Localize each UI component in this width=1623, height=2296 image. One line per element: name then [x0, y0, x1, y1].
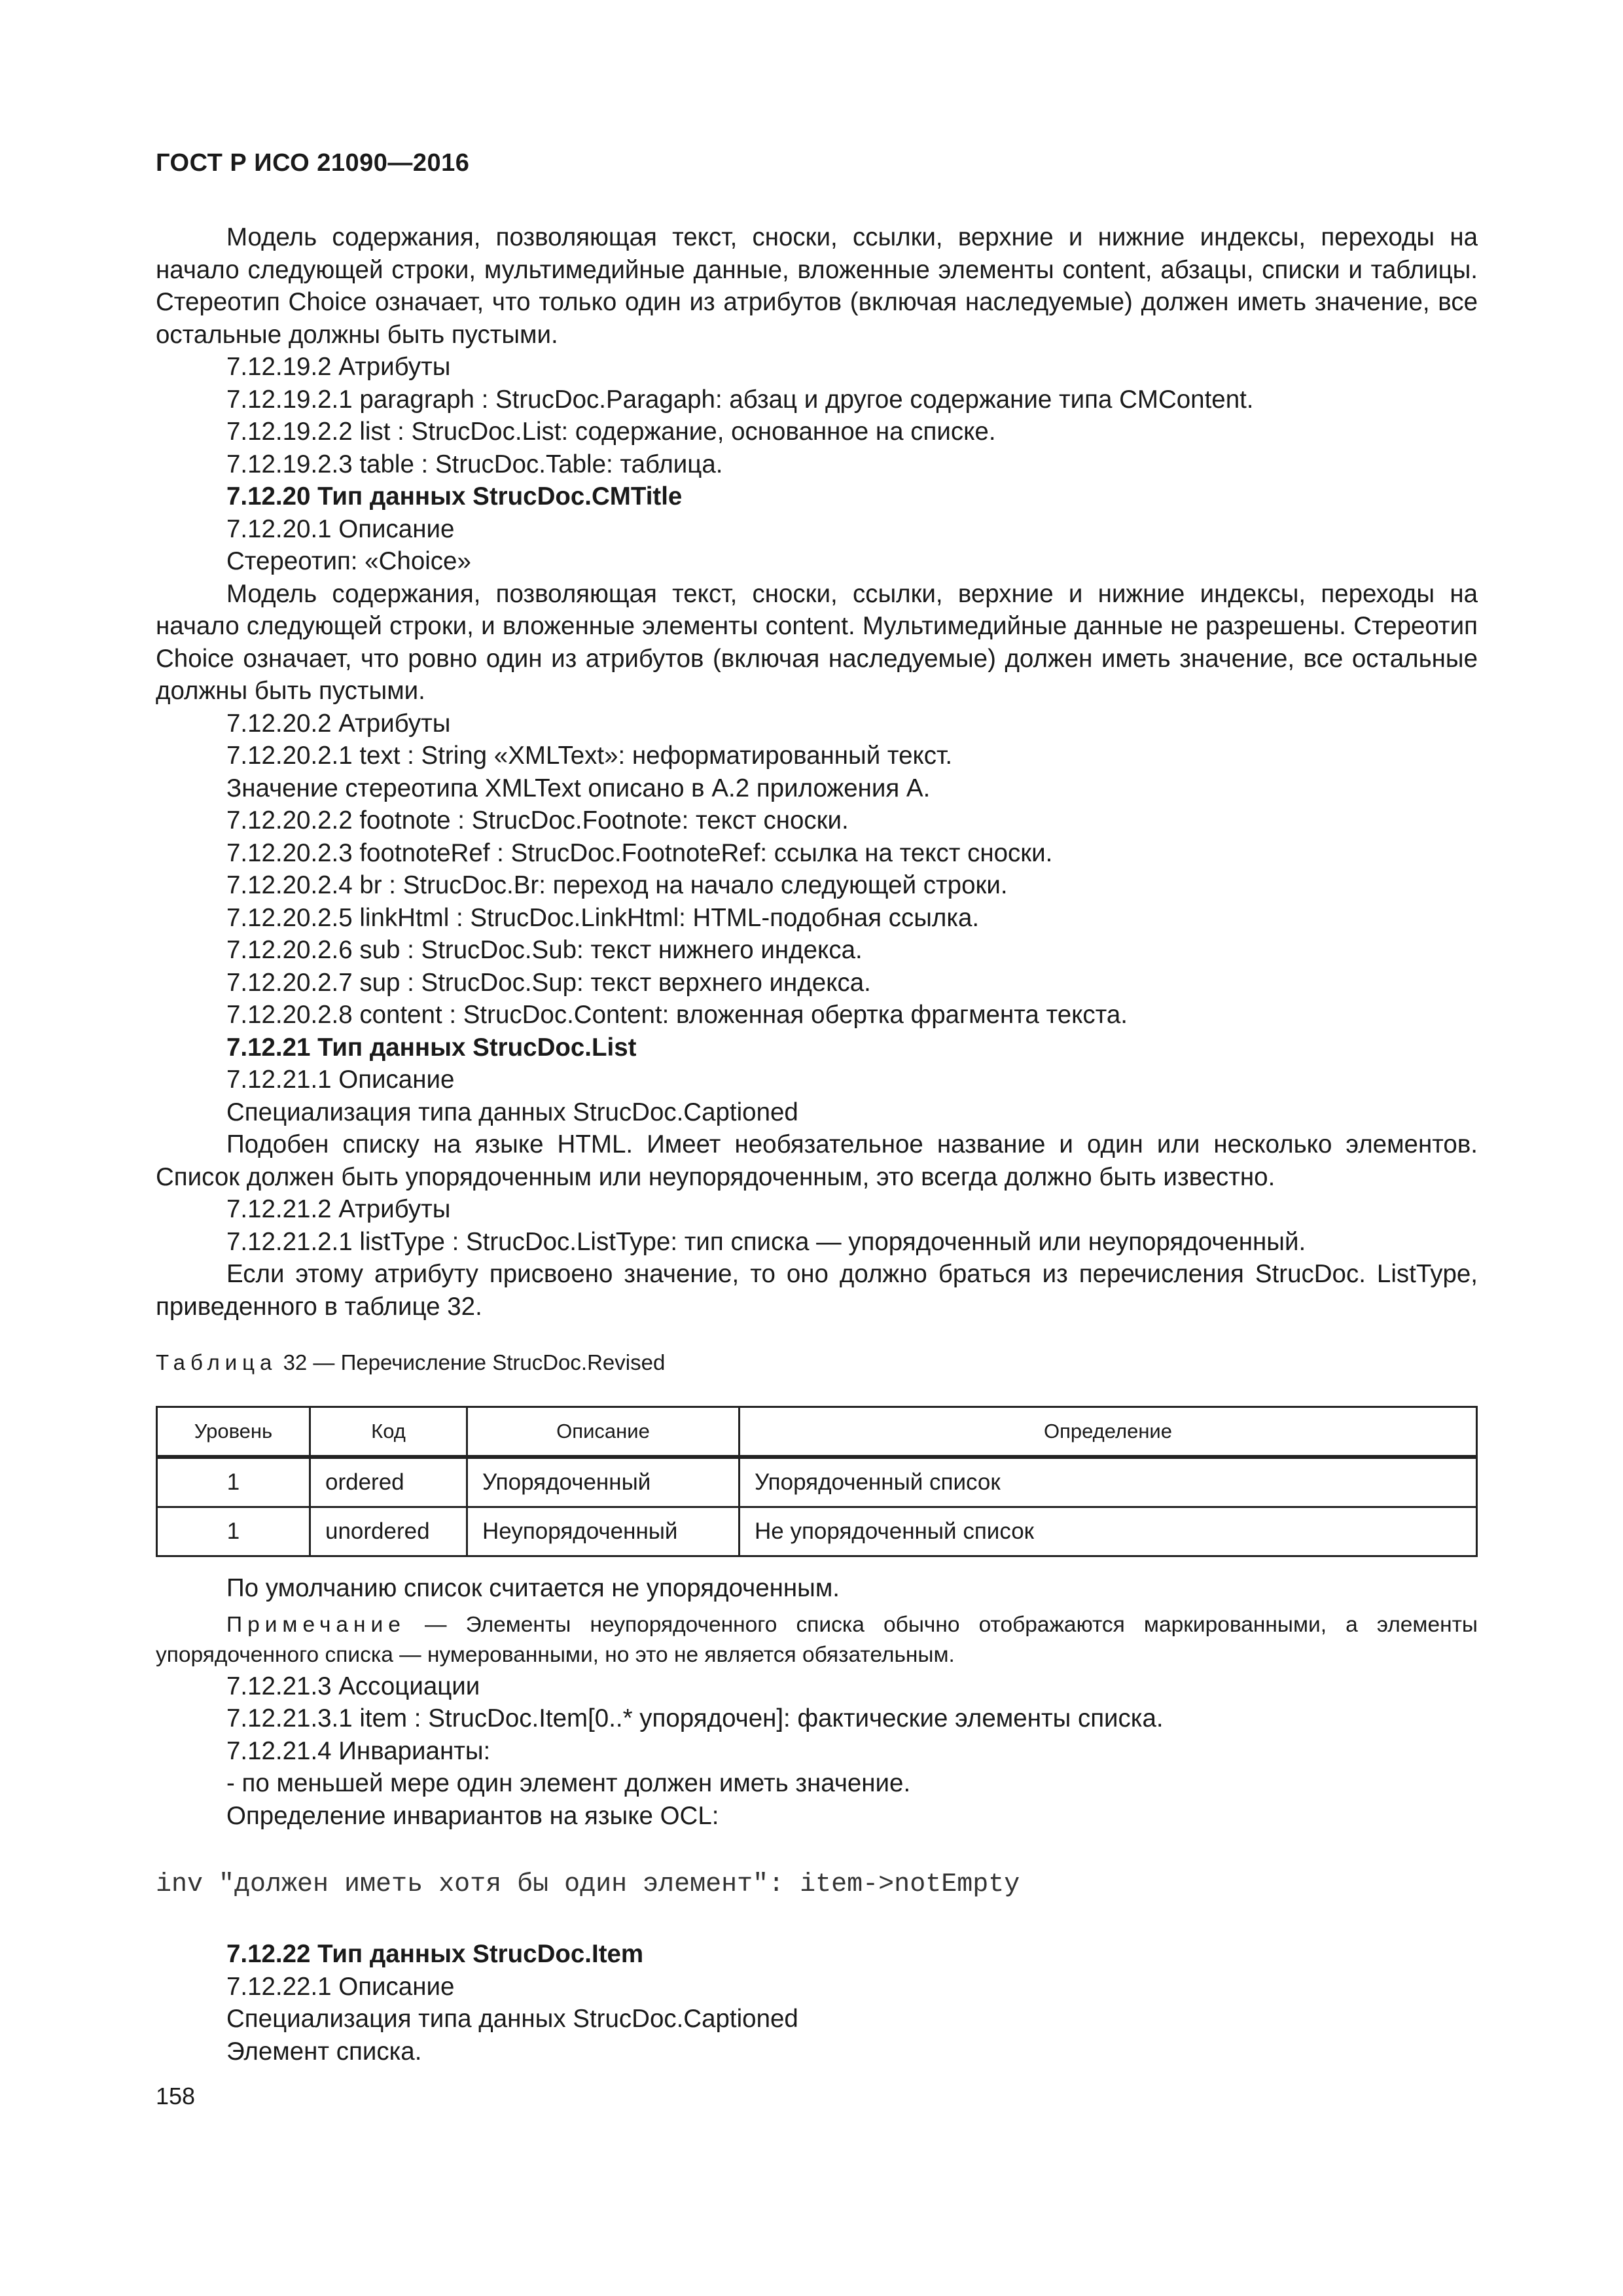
paragraph: Специализация типа данных StrucDoc.Captioned — [226, 2005, 798, 2033]
paragraph: 7.12.20.2.6 sub : StrucDoc.Sub: текст нижнего индекса. — [226, 936, 863, 964]
paragraph: Определение инвариантов на языке OCL: — [226, 1801, 719, 1830]
paragraph: 7.12.20.1 Описание — [226, 514, 455, 543]
body-text — [156, 221, 1478, 1323]
column-header: Описание — [467, 1407, 740, 1458]
table-caption-text: 32 — Перечисление StrucDoc.Revised — [283, 1350, 666, 1374]
paragraph: Модель содержания, позволяющая текст, сноски, ссылки, верхние и нижние индексы, переходы на начало следующей строки, и вложенные элементы content. Мультимедийные данные не разрешены. Стереотип Choice означает, что ровно один из атрибутов (включая наследуемые) должен иметь значение, все остальные должны быть пустыми. — [156, 579, 1478, 705]
section-heading: 7.12.20 Тип данных StrucDoc.CMTitle — [226, 482, 683, 511]
paragraph: Специализация типа данных StrucDoc.Captioned — [226, 1098, 798, 1126]
table-cell: unordered — [310, 1507, 467, 1556]
paragraph: 7.12.22.1 Описание — [226, 1972, 455, 2001]
note-text: — Элементы неупорядоченного списка обычно отображаются маркированными, а элементы упорядоченного списка — нумерованными, но это не является обязательным. — [156, 1612, 1478, 1667]
paragraph: 7.12.20.2.1 text : String «XMLText»: неформатированный текст. — [226, 742, 953, 770]
table-caption — [156, 1348, 665, 1377]
paragraph: 7.12.19.2.2 list : StrucDoc.List: содержание, основанное на списке. — [226, 418, 996, 446]
paragraph: 7.12.21.3.1 item : StrucDoc.Item[0..* упорядочен]: фактические элементы списка. — [226, 1704, 1164, 1732]
table-cell: Неупорядоченный — [467, 1507, 740, 1556]
note — [156, 1610, 1478, 1670]
paragraph: 7.12.20.2.7 sup : StrucDoc.Sup: текст верхнего индекса. — [226, 968, 871, 997]
table-cell: Упорядоченный список — [740, 1457, 1477, 1507]
table-cell: 1 — [157, 1457, 310, 1507]
paragraph: 7.12.19.2.3 table : StrucDoc.Table: таблица. — [226, 450, 723, 478]
after-table-text — [156, 1572, 1478, 2068]
table-row — [157, 1507, 1477, 1556]
paragraph: 7.12.21.2.1 listType : StrucDoc.ListType: тип списка — упорядоченный или неупорядоченный. — [226, 1227, 1306, 1256]
table-cell: 1 — [157, 1507, 310, 1556]
column-header: Уровень — [157, 1407, 310, 1458]
paragraph: Модель содержания, позволяющая текст, сноски, ссылки, верхние и нижние индексы, переходы на начало следующей строки, мультимедийные данные, вложенные элементы content, абзацы, списки и таблицы. Стереотип Choice означает, что только один из атрибутов (включая наследуемые) должен иметь значение, все остальные должны быть пустыми. — [156, 223, 1478, 349]
paragraph: 7.12.21.2 Атрибуты — [226, 1195, 451, 1223]
enumeration-table — [156, 1406, 1478, 1557]
document-header: ГОСТ Р ИСО 21090—2016 — [156, 149, 470, 177]
table-cell: Не упорядоченный список — [740, 1507, 1477, 1556]
table-caption-label: Таблица — [156, 1350, 277, 1374]
paragraph: 7.12.21.1 Описание — [226, 1066, 455, 1094]
column-header: Код — [310, 1407, 467, 1458]
paragraph: Значение стереотипа XMLText описано в A.2 приложения A. — [226, 774, 931, 802]
paragraph: Элемент списка. — [226, 2037, 422, 2066]
paragraph: 7.12.20.2 Атрибуты — [226, 709, 451, 738]
section-heading: 7.12.22 Тип данных StrucDoc.Item — [226, 1940, 644, 1968]
table-cell: Упорядоченный — [467, 1457, 740, 1507]
paragraph: - по меньшей мере один элемент должен иметь значение. — [226, 1769, 911, 1797]
paragraph: 7.12.21.4 Инварианты: — [226, 1736, 491, 1765]
paragraph: По умолчанию список считается не упорядоченным. — [226, 1574, 840, 1602]
paragraph: Подобен списку на языке HTML. Имеет необязательное название и один или несколько элементов. Список должен быть упорядоченным или неупорядоченным, это всегда должно быть известно. — [156, 1130, 1478, 1191]
paragraph: 7.12.21.3 Ассоциации — [226, 1672, 480, 1700]
paragraph: Если этому атрибуту присвоено значение, то оно должно браться из перечисления StrucDoc. ListType, приведенного в таблице 32. — [156, 1260, 1478, 1321]
paragraph: 7.12.20.2.8 content : StrucDoc.Content: вложенная обертка фрагмента текста. — [226, 1001, 1128, 1029]
page-number: 158 — [156, 2083, 196, 2109]
paragraph: 7.12.19.2 Атрибуты — [226, 353, 451, 381]
table-cell: ordered — [310, 1457, 467, 1507]
paragraph: 7.12.20.2.3 footnoteRef : StrucDoc.FootnoteRef: ссылка на текст сноски. — [226, 838, 1053, 867]
paragraph: Стереотип: «Choice» — [226, 547, 471, 575]
ocl-code-line: inv "должен иметь хотя бы один элемент": item->notEmpty — [156, 1870, 1020, 1899]
note-label: Примечание — [226, 1612, 406, 1637]
column-header: Определение — [740, 1407, 1477, 1458]
table-row — [157, 1457, 1477, 1507]
section-heading: 7.12.21 Тип данных StrucDoc.List — [226, 1033, 637, 1062]
paragraph: 7.12.20.2.2 footnote : StrucDoc.Footnote: текст сноски. — [226, 806, 849, 834]
table-header-row — [157, 1407, 1477, 1458]
paragraph: 7.12.20.2.4 br : StrucDoc.Br: переход на начало следующей строки. — [226, 871, 1008, 899]
paragraph: 7.12.19.2.1 paragraph : StrucDoc.Paragaph: абзац и другое содержание типа CMContent. — [226, 385, 1254, 414]
paragraph: 7.12.20.2.5 linkHtml : StrucDoc.LinkHtml: HTML-подобная ссылка. — [226, 903, 980, 932]
